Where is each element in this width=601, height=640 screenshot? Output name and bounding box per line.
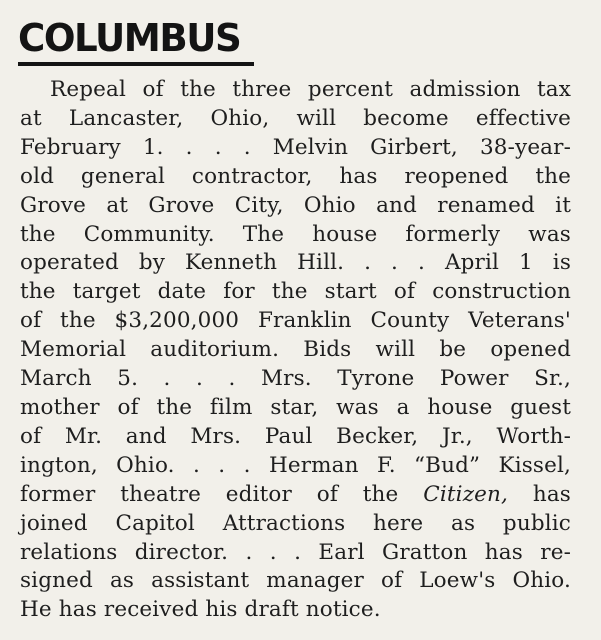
article-line: He has received his draft notice. xyxy=(20,597,381,623)
article-line-with-italic xyxy=(20,481,571,510)
article-line: Repeal of the three percent admission tax xyxy=(50,77,571,102)
article-line: at Lancaster, Ohio, will become effective xyxy=(20,105,571,131)
article-text: has xyxy=(532,481,571,507)
article-line: of the $3,200,000 Franklin County Veterans' xyxy=(20,308,571,334)
article-line: the Community. The house formerly was xyxy=(20,221,571,247)
section-title: COLUMBUS xyxy=(18,16,241,60)
article-line: Memorial auditorium. Bids will be opened xyxy=(20,337,571,363)
article-line: of Mr. and Mrs. Paul Becker, Jr., Worth- xyxy=(20,423,571,449)
title-underline xyxy=(18,62,254,66)
article-line: operated by Kenneth Hill. . . . April 1 is xyxy=(20,250,571,276)
newspaper-name: Citizen, xyxy=(423,481,509,507)
article-line: joined Capitol Attractions here as public xyxy=(20,510,571,536)
article-line: relations director. . . . Earl Gratton has re- xyxy=(20,539,571,565)
article-line: mother of the film star, was a house guest xyxy=(20,394,571,420)
article-line: March 5. . . . Mrs. Tyrone Power Sr., xyxy=(20,366,571,392)
article-line: ington, Ohio. . . . Herman F. “Bud” Kissel, xyxy=(20,452,571,478)
section-heading xyxy=(18,18,245,58)
article-text: former theatre editor of the xyxy=(20,481,399,507)
news-column xyxy=(20,76,571,625)
article-line: February 1. . . . Melvin Girbert, 38-year- xyxy=(20,134,571,160)
article-line: signed as assistant manager of Loew's Ohio. xyxy=(20,568,571,594)
article-line: Grove at Grove City, Ohio and renamed it xyxy=(20,192,571,218)
article-line: old general contractor, has reopened the xyxy=(20,163,571,189)
article-line: the target date for the start of construction xyxy=(20,279,571,305)
